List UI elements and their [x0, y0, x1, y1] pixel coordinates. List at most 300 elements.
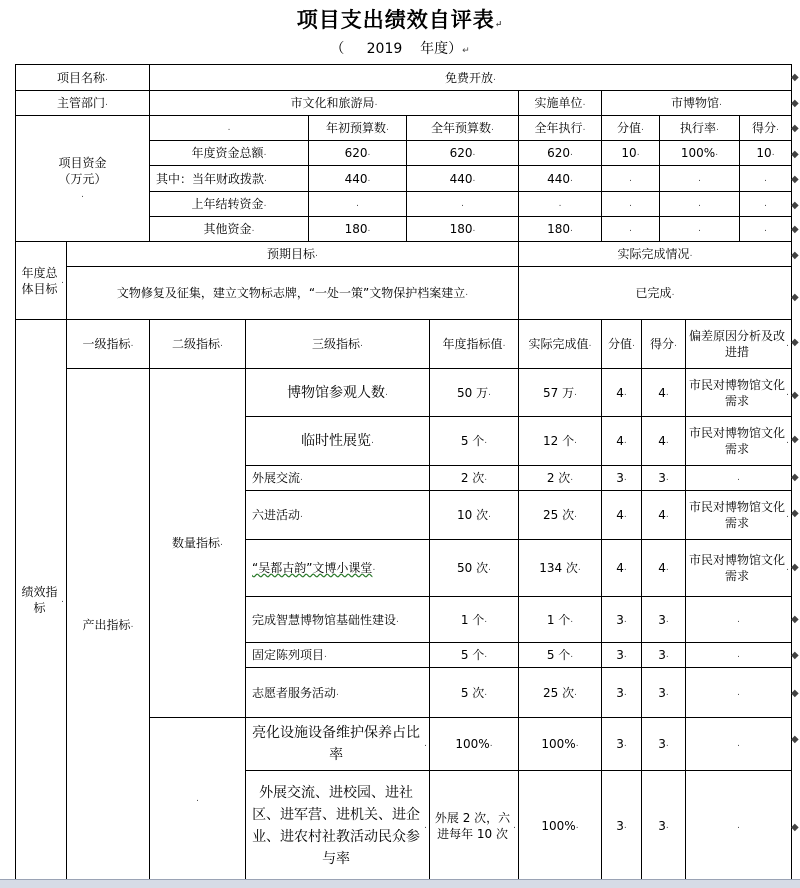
- cell-end-mark: .: [356, 199, 359, 209]
- indicator-name-text: 六进活动: [252, 508, 301, 522]
- cell-end-mark: .: [764, 199, 767, 209]
- cell-end-mark: .: [484, 650, 488, 660]
- funds-value-cell: [406, 140, 519, 166]
- funds-value-cell: [739, 165, 792, 192]
- funds-unit-text: （万元）: [58, 171, 107, 186]
- row-end-marker: ◆: [791, 734, 799, 745]
- funds-value-cell-text: 180: [449, 222, 473, 236]
- indicator-header-cell-text: 分值: [608, 337, 633, 351]
- cell-end-mark: .: [786, 339, 789, 349]
- cell-end-mark: .: [367, 148, 371, 158]
- indicator-target-text: 2 次: [460, 471, 485, 485]
- indicator-got-text: 3: [658, 648, 666, 662]
- cell-end-mark: .: [665, 820, 669, 831]
- cell-end-mark: .: [665, 563, 669, 573]
- row-end-marker: ◆: [791, 224, 799, 235]
- cell-end-mark: .: [737, 687, 740, 698]
- cell-end-mark: .: [336, 687, 339, 698]
- cell-end-mark: .: [220, 339, 223, 349]
- indicators-label-text: 绩效指标: [21, 585, 58, 615]
- funds-value-cell-text: 100%: [680, 146, 716, 160]
- row-end-marker: ◆: [791, 472, 799, 483]
- indicator-score: [601, 596, 642, 643]
- funds-value-cell: [739, 216, 792, 242]
- funds-value-cell: [739, 191, 792, 217]
- funds-value-cell: [406, 165, 519, 192]
- funds-value-cell: [739, 140, 792, 166]
- cell-end-mark: .: [570, 614, 574, 625]
- cell-end-mark: .: [776, 123, 779, 133]
- indicator-got: [641, 368, 686, 417]
- level2-indicator-empty: [149, 717, 246, 881]
- row-end-marker: ◆: [791, 292, 799, 303]
- indicator-header-cell-text: 偏差原因分析及改进措: [689, 329, 786, 359]
- cell-end-mark: .: [300, 473, 303, 483]
- indicator-name: [245, 368, 430, 417]
- indicator-actual-text: 25 次: [543, 508, 575, 522]
- indicator-target: [429, 539, 519, 597]
- indicator-score-text: 3: [616, 818, 624, 833]
- indicator-actual-text: 5 个: [546, 648, 571, 662]
- cell-end-mark: .: [488, 387, 491, 398]
- funds-header-cell: [739, 115, 792, 141]
- indicator-name-text: 外展交流: [252, 471, 301, 485]
- funds-header-cell: [308, 115, 407, 141]
- cell-end-mark: .: [665, 650, 669, 660]
- cell-end-mark: .: [465, 288, 469, 298]
- actual-status-text: [518, 266, 792, 320]
- cell-end-mark: .: [632, 339, 635, 349]
- funds-header-cell-text: 分值: [617, 121, 642, 135]
- cell-end-mark: .: [588, 339, 592, 349]
- indicator-target: [429, 596, 519, 643]
- executing-unit-label-text: 实施单位: [534, 96, 583, 110]
- cell-end-mark: .: [251, 224, 255, 234]
- cell-end-mark: .: [324, 650, 327, 660]
- indicator-got-text: 4: [658, 385, 666, 400]
- cell-end-mark: .: [130, 619, 134, 630]
- actual-status-text-text: 已完成: [635, 286, 672, 300]
- indicator-got: [641, 667, 686, 718]
- indicator-target: [429, 465, 519, 491]
- cell-end-mark: .: [263, 148, 267, 158]
- indicator-target: [429, 667, 519, 718]
- funds-value-cell: [601, 216, 660, 242]
- indicator-score-text: 3: [616, 471, 624, 485]
- funds-value-cell-text: 620: [449, 146, 473, 160]
- executing-unit-value: [601, 90, 792, 116]
- funds-row-label-text: 上年结转资金: [191, 197, 264, 211]
- indicator-reason: [685, 465, 792, 491]
- cell-end-mark: .: [629, 199, 632, 209]
- cell-end-mark: .: [502, 339, 506, 349]
- funds-value-cell-text: 440: [547, 171, 571, 186]
- cell-end-mark: .: [367, 224, 371, 234]
- indicator-header-cell: [66, 319, 150, 369]
- indicator-got-text: 4: [658, 434, 666, 448]
- indicator-actual: [518, 596, 602, 643]
- funds-row-label: [149, 140, 309, 166]
- cell-end-mark: .: [367, 173, 371, 184]
- indicator-got-text: 3: [658, 818, 666, 833]
- indicator-target: [429, 368, 519, 417]
- funds-value-cell: [601, 140, 660, 166]
- indicator-name: [245, 717, 430, 771]
- cell-end-mark: .: [786, 387, 789, 398]
- indicator-score-text: 4: [616, 434, 624, 448]
- funds-row-label: [149, 191, 309, 217]
- indicator-name-text: “吴都古韵”文博小课堂: [252, 561, 373, 575]
- cell-end-mark: .: [424, 820, 427, 831]
- funds-header-cell-text: 全年执行: [534, 121, 583, 135]
- indicator-got: [641, 717, 686, 771]
- cell-end-mark: .: [570, 173, 573, 184]
- indicator-score: [601, 416, 642, 466]
- cell-end-mark: .: [489, 739, 493, 749]
- funds-header-cell: [406, 115, 519, 141]
- cell-end-mark: .: [385, 387, 388, 398]
- cell-end-mark: .: [786, 436, 789, 446]
- cell-end-mark: .: [574, 510, 577, 520]
- cell-end-mark: .: [623, 820, 627, 831]
- indicator-score-text: 4: [616, 561, 624, 575]
- funds-value-cell: [518, 165, 602, 192]
- department-value: [149, 90, 519, 116]
- indicator-name: [245, 667, 430, 718]
- executing-unit-label: [518, 90, 602, 116]
- indicator-header-cell-text: 得分: [650, 337, 675, 351]
- cell-end-mark: .: [220, 538, 223, 548]
- funds-value-cell-text: 10: [621, 146, 637, 160]
- cell-end-mark: .: [491, 123, 494, 133]
- cell-end-mark: .: [484, 614, 488, 625]
- cell-end-mark: .: [263, 199, 267, 209]
- overall-goal-label: [15, 241, 67, 320]
- indicator-reason: [685, 667, 792, 718]
- cell-end-mark: .: [360, 339, 363, 349]
- cell-end-mark: .: [641, 123, 644, 133]
- funds-value-cell: [659, 165, 740, 192]
- cell-end-mark: .: [570, 473, 574, 483]
- indicator-actual-text: 2 次: [546, 471, 571, 485]
- cell-end-mark: .: [570, 224, 573, 234]
- indicator-reason-text: 市民对博物馆文化需求: [689, 553, 786, 583]
- indicator-header-cell-text: 一级指标: [82, 337, 131, 351]
- funds-header-cell: [518, 115, 602, 141]
- funds-value-cell-text: 180: [547, 222, 571, 236]
- indicator-header-cell: [245, 319, 430, 369]
- indicator-got: [641, 539, 686, 597]
- indicator-header-cell-text: 实际完成值: [528, 337, 589, 351]
- cell-end-mark: .: [424, 739, 427, 749]
- cell-end-mark: .: [737, 820, 740, 831]
- funds-value-cell: [518, 140, 602, 166]
- cell-end-mark: .: [623, 473, 627, 483]
- indicator-got: [641, 596, 686, 643]
- funds-header-cell-text: 全年预算数: [431, 121, 492, 135]
- indicator-score-text: 4: [616, 508, 624, 522]
- indicator-actual: [518, 368, 602, 417]
- indicator-target-text: 5 次: [460, 685, 485, 700]
- cell-end-mark: .: [570, 148, 573, 158]
- row-end-marker: ◆: [791, 123, 799, 134]
- row-end-marker: ◆: [791, 688, 799, 699]
- indicator-score: [601, 717, 642, 771]
- indicator-got: [641, 770, 686, 881]
- indicator-name: [245, 490, 430, 540]
- cell-end-mark: .: [488, 563, 491, 573]
- funds-row-label-text: 其他资金: [203, 222, 252, 236]
- cell-end-mark: .: [671, 288, 675, 298]
- cell-end-mark: .: [737, 473, 740, 483]
- funds-value-cell: [518, 216, 602, 242]
- cell-end-mark: .: [665, 436, 669, 446]
- cell-end-mark: .: [665, 687, 669, 698]
- indicator-name: [245, 416, 430, 466]
- cell-end-mark: .: [623, 436, 627, 446]
- indicator-reason: [685, 596, 792, 643]
- cell-end-mark: .: [764, 173, 767, 184]
- indicator-target-text: 5 个: [460, 648, 485, 662]
- row-end-marker: ◆: [791, 650, 799, 661]
- level1-indicator-text: 产出指标: [82, 617, 131, 632]
- cell-end-mark: .: [484, 436, 488, 446]
- indicator-header-cell: [518, 319, 602, 369]
- department-label-text: 主管部门: [57, 96, 106, 110]
- cell-end-mark: .: [374, 98, 378, 108]
- cell-end-mark: .: [719, 98, 722, 108]
- indicator-name-text: 固定陈列项目: [252, 648, 325, 662]
- funds-value-cell-text: 440: [449, 171, 473, 186]
- indicator-header-cell: [429, 319, 519, 369]
- funds-value-cell: [406, 216, 519, 242]
- indicator-actual-text: 100%: [541, 818, 576, 833]
- cell-end-mark: .: [623, 387, 627, 398]
- indicator-header-cell-text: 年度指标值: [442, 337, 503, 351]
- funds-value-cell: [308, 216, 407, 242]
- cell-end-mark: .: [737, 650, 740, 660]
- cell-end-mark: .: [264, 173, 267, 184]
- indicator-got-text: 3: [658, 471, 666, 485]
- cell-end-mark: .: [570, 650, 574, 660]
- funds-label-text: 项目资金: [58, 155, 107, 170]
- cell-end-mark: .: [674, 339, 677, 349]
- indicator-score: [601, 490, 642, 540]
- funds-row-label-text: 年度资金总额: [191, 146, 264, 160]
- cell-end-mark: .: [372, 563, 376, 573]
- indicator-reason: [685, 642, 792, 668]
- indicator-got-text: 4: [658, 561, 666, 575]
- indicator-got-text: 3: [658, 685, 666, 700]
- indicator-reason: [685, 770, 792, 881]
- cell-end-mark: .: [764, 224, 767, 234]
- expected-goal-text-text: 文物修复及征集，建立文物标志牌，“一处一策”文物保护档案建立: [116, 286, 466, 300]
- page-title: 项目支出绩效自评表↵: [296, 7, 504, 32]
- overall-goal-label-text: 年度总体目标: [21, 265, 58, 296]
- funds-label: [15, 115, 150, 242]
- cell-end-mark: .: [577, 563, 581, 573]
- cell-end-mark: .: [623, 510, 627, 520]
- funds-value-cell-text: 620: [547, 146, 571, 160]
- indicator-actual: [518, 717, 602, 771]
- indicator-target: [429, 416, 519, 466]
- cell-end-mark: .: [771, 148, 775, 158]
- cell-end-mark: .: [582, 123, 586, 133]
- row-end-marker: ◆: [791, 250, 799, 261]
- cell-end-mark: .: [105, 98, 108, 108]
- cell-end-mark: .: [386, 123, 389, 133]
- indicator-name-text: 博物馆参观人数: [287, 384, 386, 401]
- cell-end-mark: .: [636, 148, 640, 158]
- indicator-target: [429, 770, 519, 881]
- indicator-name-text: 志愿者服务活动: [252, 685, 337, 700]
- indicator-name-text: 完成智慧博物馆基础性建设: [252, 612, 397, 627]
- project-name-value-text: 免费开放: [445, 70, 494, 85]
- cell-end-mark: .: [698, 199, 701, 209]
- funds-value-cell: [659, 191, 740, 217]
- indicator-name: [245, 539, 430, 597]
- indicator-reason: [685, 368, 792, 417]
- project-name-label-text: 项目名称: [57, 70, 106, 85]
- indicator-got-text: 4: [658, 508, 666, 522]
- cell-end-mark: .: [665, 387, 669, 398]
- cell-end-mark: .: [623, 650, 627, 660]
- cell-end-mark: .: [623, 563, 627, 573]
- indicator-reason: [685, 539, 792, 597]
- level1-indicator: [66, 368, 150, 881]
- indicator-actual-text: 25 次: [543, 685, 575, 700]
- cell-end-mark: .: [315, 249, 318, 259]
- row-end-marker: ◆: [791, 614, 799, 625]
- indicator-name-text: 临时性展览: [301, 433, 372, 449]
- indicator-score-text: 4: [616, 385, 624, 400]
- cell-end-mark: .: [629, 173, 632, 184]
- cell-end-mark: .: [786, 510, 789, 520]
- cell-end-mark: .: [786, 563, 789, 573]
- cell-end-mark: .: [196, 794, 199, 804]
- indicator-header-cell: [641, 319, 686, 369]
- funds-value-cell: [601, 165, 660, 192]
- level2-indicator: [149, 368, 246, 718]
- indicator-reason: [685, 490, 792, 540]
- funds-value-cell: [308, 140, 407, 166]
- cell-end-mark: .: [582, 98, 586, 108]
- funds-value-cell-text: 10: [756, 146, 772, 160]
- cell-end-mark: .: [737, 739, 740, 749]
- cell-end-mark: .: [716, 123, 719, 133]
- cell-end-mark: .: [575, 739, 579, 749]
- executing-unit-value-text: 市博物馆: [671, 96, 720, 110]
- cell-end-mark: .: [575, 820, 579, 831]
- row-end-marker: ◆: [791, 508, 799, 519]
- funds-value-cell-text: 620: [344, 146, 368, 160]
- funds-header-cell: [601, 115, 660, 141]
- row-end-marker: ◆: [791, 149, 799, 160]
- funds-row-label: [149, 216, 309, 242]
- cell-end-mark: .: [698, 224, 701, 234]
- indicator-header-cell: [685, 319, 792, 369]
- cell-end-mark: .: [472, 173, 476, 184]
- indicator-target: [429, 717, 519, 771]
- cell-end-mark: .: [513, 820, 516, 831]
- indicator-reason-text: 市民对博物馆文化需求: [689, 500, 786, 530]
- indicator-actual-text: 57 万: [543, 385, 575, 400]
- indicator-header-cell: [601, 319, 642, 369]
- indicator-target-text: 50 万: [457, 385, 489, 400]
- cell-end-mark: .: [472, 224, 476, 234]
- cell-end-mark: .: [623, 687, 627, 698]
- row-end-marker: ◆: [791, 434, 799, 445]
- funds-header-cell: [149, 115, 309, 141]
- level2-indicator-text: 数量指标: [172, 536, 221, 550]
- indicator-actual-text: 1 个: [546, 612, 571, 627]
- cell-end-mark: .: [629, 224, 632, 234]
- indicator-name: [245, 642, 430, 668]
- indicator-score: [601, 465, 642, 491]
- cell-end-mark: .: [461, 199, 464, 209]
- indicator-name: [245, 596, 430, 643]
- funds-value-cell-text: 440: [344, 171, 368, 186]
- indicator-target-text: 1 个: [460, 612, 485, 627]
- year-subtitle: （ 2019 年度）↵: [330, 41, 470, 57]
- funds-value-cell: [518, 191, 602, 217]
- indicator-got: [641, 416, 686, 466]
- indicator-target-text: 100%: [455, 737, 490, 751]
- indicator-header-cell: [149, 319, 246, 369]
- cell-end-mark: .: [665, 510, 669, 520]
- cell-end-mark: .: [558, 199, 562, 209]
- indicator-score: [601, 539, 642, 597]
- indicator-actual-text: 100%: [541, 737, 576, 751]
- funds-row-label: [149, 165, 309, 192]
- cell-end-mark: .: [227, 123, 231, 133]
- cell-end-mark: .: [574, 387, 577, 398]
- actual-status-header-text: 实际完成情况: [617, 247, 690, 261]
- cell-end-mark: .: [484, 473, 488, 483]
- funds-header-cell-text: 年初预算数: [326, 121, 387, 135]
- funds-value-cell: [659, 140, 740, 166]
- row-end-marker: ◆: [791, 822, 799, 833]
- funds-value-cell: [308, 165, 407, 192]
- indicator-score-text: 3: [616, 648, 624, 662]
- indicator-name-text: 外展交流、进校园、进社区、进军营、进机关、进企业、进农村社教活动民众参与率: [252, 784, 421, 867]
- cell-end-mark: .: [623, 739, 627, 749]
- indicator-got: [641, 490, 686, 540]
- indicator-header-cell-text: 三级指标: [312, 337, 361, 351]
- row-end-marker: ◆: [791, 200, 799, 211]
- cell-end-mark: .: [396, 614, 399, 625]
- indicator-target: [429, 490, 519, 540]
- indicator-name: [245, 770, 430, 881]
- funds-value-cell: [601, 191, 660, 217]
- funds-header-cell: [659, 115, 740, 141]
- expected-goal-header: [66, 241, 519, 267]
- cell-end-mark: .: [484, 687, 488, 698]
- row-end-marker: ◆: [791, 562, 799, 573]
- indicator-actual: [518, 667, 602, 718]
- cell-end-mark: .: [81, 189, 84, 200]
- row-end-marker: ◆: [791, 337, 799, 348]
- cell-end-mark: .: [689, 249, 693, 259]
- cell-end-mark: .: [665, 614, 669, 625]
- funds-value-cell: [406, 191, 519, 217]
- cell-end-mark: .: [665, 473, 669, 483]
- indicator-actual: [518, 770, 602, 881]
- indicator-reason: [685, 416, 792, 466]
- row-end-marker: ◆: [791, 98, 799, 109]
- indicator-got: [641, 642, 686, 668]
- indicator-target-text: 10 次: [457, 508, 489, 522]
